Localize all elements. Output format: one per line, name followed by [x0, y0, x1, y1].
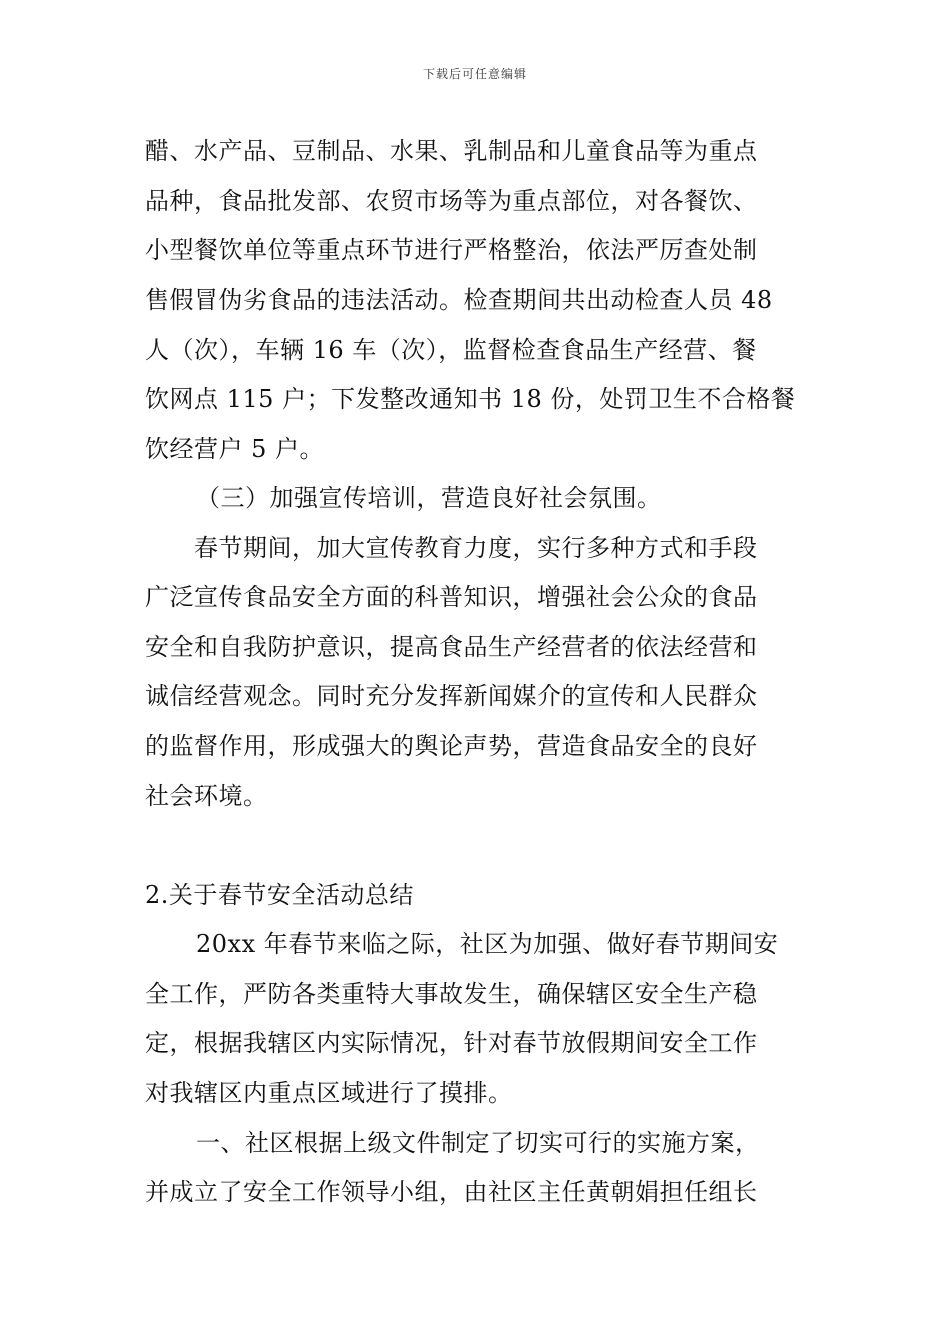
text-line: 并成立了安全工作领导小组，由社区主任黄朝娟担任组长 [145, 1178, 758, 1206]
text-line: 全工作，严防各类重特大事故发生，确保辖区安全生产稳 [145, 980, 758, 1008]
article-title: 2.关于春节安全活动总结 [145, 881, 414, 909]
text-line: 定，根据我辖区内实际情况，针对春节放假期间安全工作 [145, 1029, 758, 1057]
text-line: 的监督作用，形成强大的舆论声势，营造食品安全的良好 [145, 732, 758, 760]
text-line: 诚信经营观念。同时充分发挥新闻媒介的宣传和人民群众 [145, 682, 758, 710]
section-heading: （三）加强宣传培训，营造良好社会氛围。 [196, 484, 662, 512]
text-line: 饮网点 115 户；下发整改通知书 18 份，处罚卫生不合格餐 [145, 385, 796, 413]
text-line: 20xx 年春节来临之际，社区为加强、做好春节期间安 [196, 930, 779, 958]
text-line: 安全和自我防护意识，提高食品生产经营者的依法经营和 [145, 633, 758, 661]
text-line: 品种，食品批发部、农贸市场等为重点部位，对各餐饮、 [145, 187, 758, 215]
text-line: 小型餐饮单位等重点环节进行严格整治，依法严厉查处制 [145, 236, 758, 264]
text-line: 广泛宣传食品安全方面的科普知识，增强社会公众的食品 [145, 583, 758, 611]
text-line: 人（次），车辆 16 车（次），监督检查食品生产经营、餐 [145, 336, 757, 364]
text-line: 饮经营户 5 户。 [145, 435, 325, 463]
text-line: 春节期间，加大宣传教育力度，实行多种方式和手段 [194, 534, 758, 562]
text-line: 售假冒伪劣食品的违法活动。检查期间共出动检查人员 48 [145, 286, 773, 314]
text-line: 一、社区根据上级文件制定了切实可行的实施方案， [196, 1129, 760, 1157]
text-line: 对我辖区内重点区域进行了摸排。 [145, 1079, 513, 1107]
text-line: 社会环境。 [145, 782, 268, 810]
text-line: 醋、水产品、豆制品、水果、乳制品和儿童食品等为重点 [145, 137, 758, 165]
page-header: 下载后可任意编辑 [422, 67, 527, 81]
